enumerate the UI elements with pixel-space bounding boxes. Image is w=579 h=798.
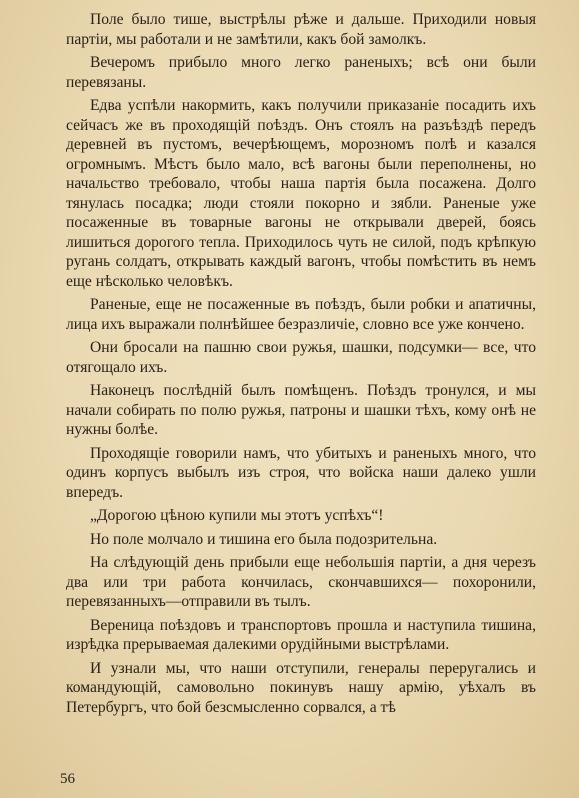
paragraph-11: Вереница поѣздовъ и транспортовъ прошла и наступила тишина, изрѣдка прерываемая далекими орудійными выстрѣлами. — [66, 616, 536, 653]
page-body — [66, 10, 536, 721]
paragraph-4: Раненые, еще не посаженные въ поѣздъ, были робки и апатичны, лица ихъ выражали полнѣйшее безразличіе, словно все уже кончено. — [66, 296, 536, 333]
paragraph-12: И узнали мы, что наши отступили, генералы переругались и командующій, самовольно покинувъ нашу армію, уѣхалъ въ Петербургъ, что бой безсмысленно сорвался, а тѣ — [66, 659, 536, 716]
paragraph-10: На слѣдующій день прибыли еще небольшія партіи, а дня черезъ два или три работа кончилась, скончавшихся— похоронили, перевязанныхъ—отправили въ тылъ. — [66, 554, 536, 610]
paragraph-2: Вечеромъ прибыло много легко раненыхъ; всѣ они были перевязаны. — [66, 54, 536, 91]
paragraph-6: Наконецъ послѣдній былъ помѣщенъ. Поѣздъ тронулся, и мы начали собирать по полю ружья, патроны и шашки тѣхъ, кому онѣ не нужны болѣе. — [66, 382, 536, 438]
paragraph-1: Поле было тише, выстрѣлы рѣже и дальше. Приходили новыя партіи, мы работали и не замѣтили, какъ бой замолкъ. — [66, 11, 536, 48]
paragraph-9: Но поле молчало и тишина его была подозрительна. — [90, 530, 438, 548]
paragraph-7: Проходящіе говорили намъ, что убитыхъ и раненыхъ много, что одинъ корпусъ выбылъ изъ строя, что войска наши далеко ушли впередъ. — [66, 444, 536, 501]
paragraph-3: Едва успѣли накормить, какъ получили приказаніе посадить ихъ сейчасъ же въ проходящій поѣздъ. Онъ стоялъ на разъѣздѣ передъ деревней въ пустомъ, вечерѣющемъ, морозномъ полѣ и казался огромнымъ. Мѣстъ было мало, всѣ вагоны были переполнены, но начальство требовало, чтобы наша партія была посажена. Долго тянулась посадка; люди стояли покорно и зябли. Раненые уже посаженные въ товарные вагоны не открывали дверей, боясь лишиться дорогого тепла. Приходилось чуть не силой, подъ крѣпкую ругань солдатъ, открывать каждый вагонъ, чтобы помѣстить въ немъ еще нѣсколько человѣкъ. — [66, 97, 536, 290]
paragraph-8-quote: „Дорогою цѣною купили мы этотъ успѣхъ“! — [90, 507, 384, 524]
page-number: 56 — [60, 771, 75, 787]
paragraph-5: Они бросали на пашню свои ружья, шашки, подсумки— все, что отягощало ихъ. — [66, 339, 536, 376]
